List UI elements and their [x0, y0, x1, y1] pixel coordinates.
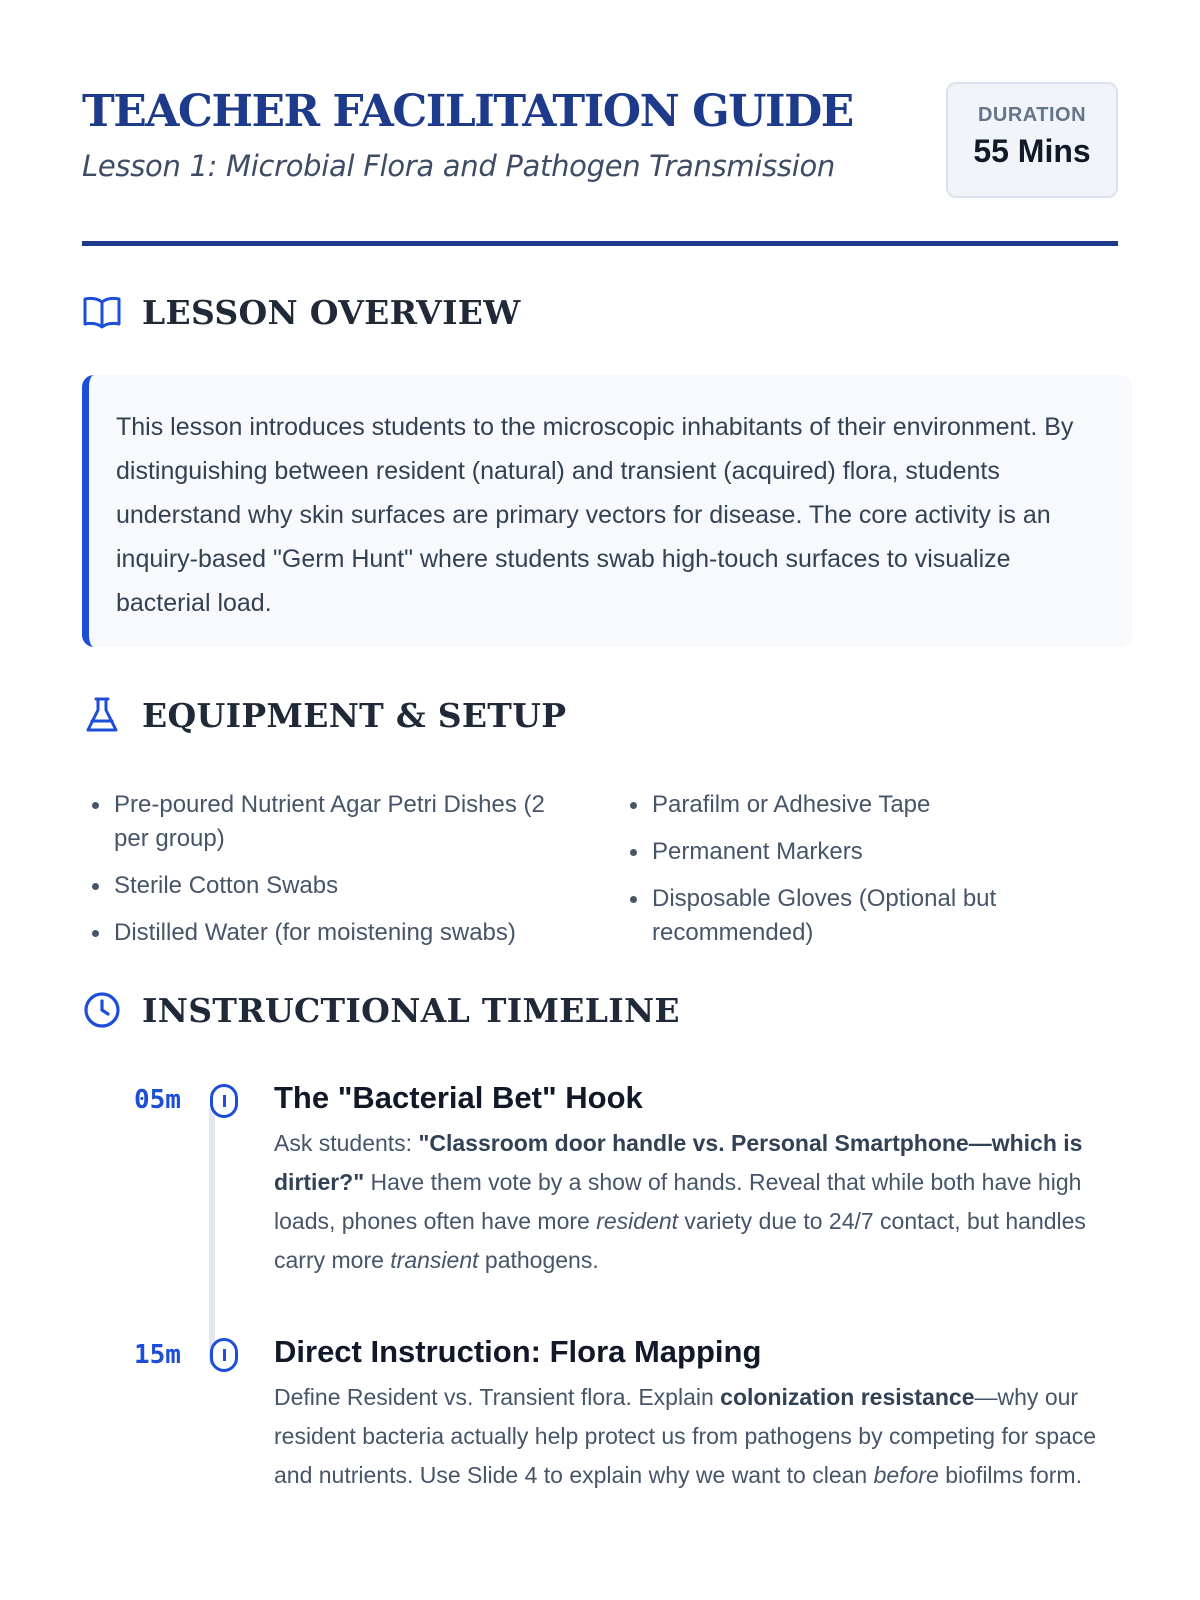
timeline-heading: INSTRUCTIONAL TIMELINE [142, 990, 680, 1030]
flask-icon [82, 695, 122, 735]
list-item: Distilled Water (for moistening swabs) [82, 916, 582, 950]
equipment-heading: EQUIPMENT & SETUP [142, 695, 567, 735]
page-title: TEACHER FACILITATION GUIDE [82, 86, 853, 137]
duration-badge [946, 82, 1118, 198]
timer-icon [210, 1338, 238, 1372]
duration-label: DURATION [977, 104, 1087, 126]
lesson-subtitle: Lesson 1: Microbial Flora and Pathogen Transmission [82, 149, 836, 183]
timeline-step-time: 05m [134, 1085, 181, 1115]
list-item: Pre-poured Nutrient Agar Petri Dishes (2 per group) [82, 788, 582, 856]
timeline-section-header [82, 990, 680, 1030]
timeline-step-body: Ask students: "Classroom door handle vs. Personal Smartphone—which is dirtier?" Have them vote by a show of hands. Reveal that while both have high loads, phones often have more resident variety due to 24/7 contact, but handles carry more transient pathogens. [274, 1130, 1086, 1273]
list-item: Parafilm or Adhesive Tape [620, 788, 1090, 822]
overview-section-header [82, 292, 521, 332]
timeline-step-title: The "Bacterial Bet" Hook [274, 1080, 643, 1115]
equipment-list-right [620, 788, 1090, 963]
list-item: Sterile Cotton Swabs [82, 869, 582, 903]
timeline-step-time: 15m [134, 1340, 181, 1370]
equipment-section-header [82, 695, 566, 735]
timeline-step-body: Define Resident vs. Transient flora. Explain colonization resistance—why our resident bacteria actually help protect us from pathogens by competing for space and nutrients. Use Slide 4 to explain why we want to clean before biofilms form. [274, 1384, 1097, 1488]
clock-icon [82, 990, 122, 1030]
equipment-list-left [82, 788, 582, 963]
list-item: Permanent Markers [620, 835, 1090, 869]
overview-text: This lesson introduces students to the microscopic inhabitants of their environment. By distinguishing between resident (natural) and transient (acquired) flora, students understand why skin surfaces are primary vectors for disease. The core activity is an inquiry-based "Germ Hunt" where students swab high-touch surfaces to visualize bacterial load. [82, 375, 1132, 647]
timer-icon [210, 1084, 238, 1118]
guide-header [82, 0, 1118, 246]
list-item: Disposable Gloves (Optional but recommended) [620, 882, 1090, 950]
book-open-icon [82, 292, 122, 332]
timeline-step-title: Direct Instruction: Flora Mapping [274, 1334, 762, 1369]
timeline-line [209, 1108, 215, 1365]
overview-heading: LESSON OVERVIEW [142, 292, 521, 332]
duration-value: 55 Mins [973, 133, 1091, 169]
